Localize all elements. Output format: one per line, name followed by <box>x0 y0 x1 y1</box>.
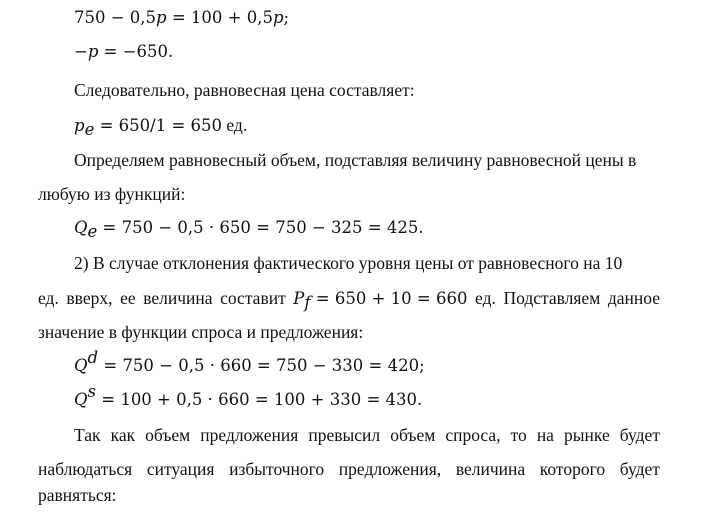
text-equilibrium-price-intro: Следовательно, равновесная цена составляет: <box>74 80 415 100</box>
text-deviation-line1: 2) В случае отклонения фактического уровня цены от равновесного на 10 <box>74 253 623 273</box>
eq6-rhs: = 100 + 0,5 · 660 = 100 + 330 = 430. <box>96 390 423 409</box>
text-deviation-line3: значение в функции спроса и предложения: <box>38 322 364 342</box>
var-Q: 𝑄 <box>74 356 88 375</box>
eq4-rhs: = 750 − 0,5 · 650 = 750 − 325 = 425. <box>97 218 424 237</box>
equation-demand-volume <box>74 348 425 383</box>
eq3-unit: ед. <box>222 115 248 135</box>
sup-s: 𝑠 <box>87 382 96 401</box>
var-p: 𝑝 <box>74 116 85 135</box>
text-volume-intro-line2: любую из функций: <box>38 184 186 204</box>
var-Q: 𝑄 <box>74 218 88 237</box>
equation-equality-of-supply-demand: 750 − 0,5𝑝 = 100 + 0,5𝑝; <box>74 8 290 27</box>
text-volume-intro-line1: Определяем равновесный объем, подставляя величину равновесной цены в <box>74 150 637 170</box>
sub-e: 𝑒 <box>87 222 98 241</box>
sub-e: 𝑒 <box>84 120 95 139</box>
text-deviation-line2: ед. вверх, ее величина составит 𝑃$_𝑓$ = 650 + 10 = 660 ед. Подставляем данное <box>38 281 660 316</box>
equation-negative-p: −𝑝 = −650. <box>74 42 174 61</box>
eq5-rhs: = 750 − 0,5 · 660 = 750 − 330 = 420; <box>98 356 425 375</box>
expr-pf: 𝑃$_𝑓$ = 650 + 10 = 660 <box>293 289 468 312</box>
equation-equilibrium-price <box>74 108 247 143</box>
sup-d: 𝑑 <box>87 348 99 367</box>
text-surplus-line2: наблюдаться ситуация избыточного предложения, величина которого будет <box>38 459 660 479</box>
text-surplus-line3: равняться: <box>38 485 117 505</box>
equation-supply-volume <box>74 382 422 417</box>
text-surplus-line1: Так как объем предложения превысил объем спроса, то на рынке будет <box>74 425 660 445</box>
var-Q: 𝑄 <box>74 390 88 409</box>
equation-equilibrium-volume <box>74 210 424 245</box>
eq3-rhs: = 650/1 = 650 <box>94 116 223 135</box>
